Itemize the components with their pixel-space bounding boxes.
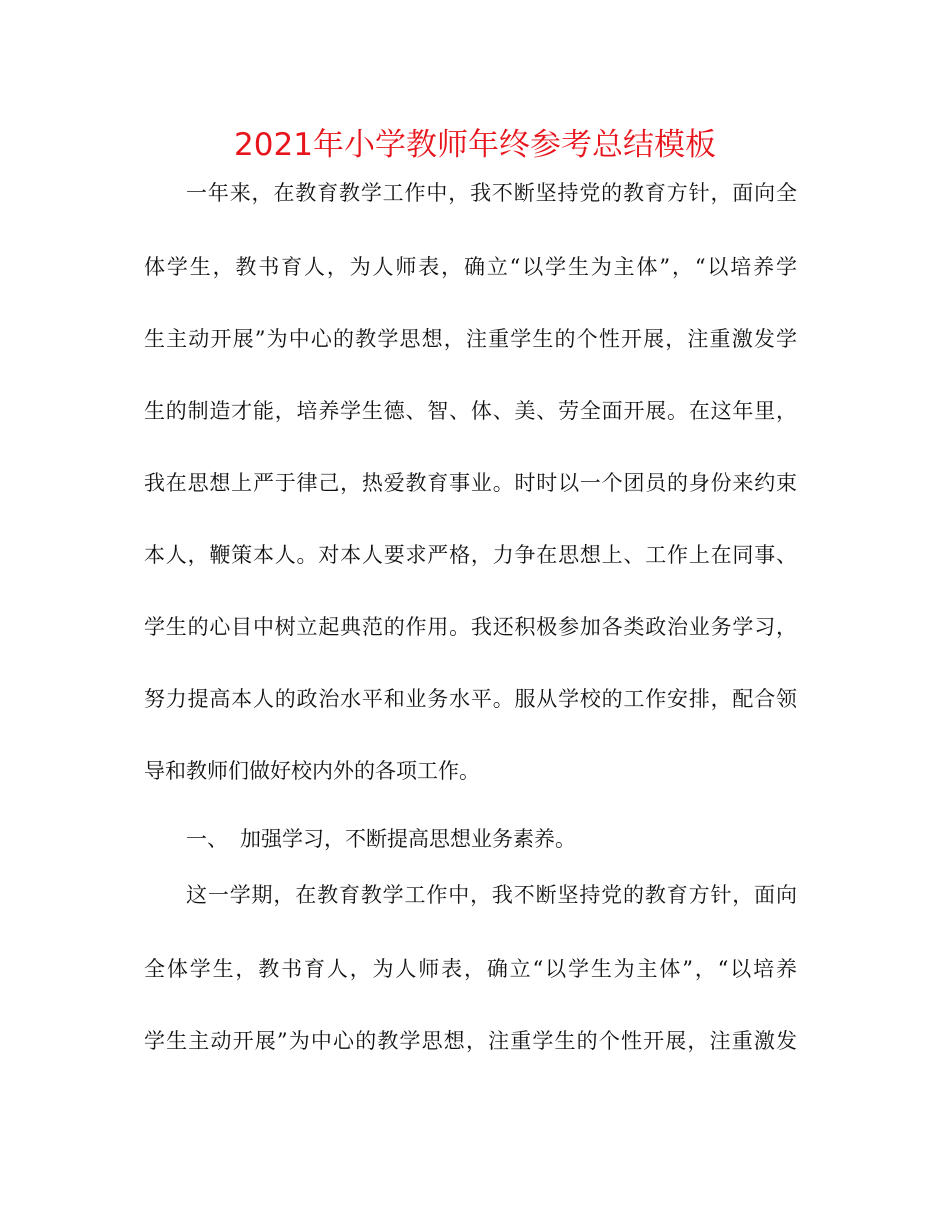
paragraph1-line-8: 努力提高本人的政治水平和业务水平。服从学校的工作安排，配合领 bbox=[144, 687, 797, 711]
paragraph1-line-2: 体学生，教书育人，为人师表，确立“以学生为主体”，“以培养学 bbox=[144, 255, 797, 279]
document-title: 2021年小学教师年终参考总结模板 bbox=[234, 127, 716, 163]
paragraph1-line-4: 生的制造才能，培养学生德、智、体、美、劳全面开展。在这年里， bbox=[144, 399, 797, 423]
paragraph1-line-5: 我在思想上严于律己，热爱教育事业。时时以一个团员的身份来约束 bbox=[144, 471, 797, 495]
paragraph1-line-7: 学生的心目中树立起典范的作用。我还积极参加各类政治业务学习， bbox=[144, 615, 797, 639]
paragraph1-line-1: 一年来，在教育教学工作中，我不断坚持党的教育方针，面向全 bbox=[186, 181, 797, 205]
paragraph1-line-6: 本人，鞭策本人。对本人要求严格，力争在思想上、工作上在同事、 bbox=[144, 543, 797, 567]
paragraph1-line-3: 生主动开展”为中心的教学思想，注重学生的个性开展，注重激发学 bbox=[144, 327, 797, 351]
paragraph2-line-1: 这一学期，在教育教学工作中，我不断坚持党的教育方针，面向 bbox=[186, 883, 797, 907]
section-heading-text: 加强学习，不断提高思想业务素养。 bbox=[240, 827, 576, 851]
section-number: 一、 bbox=[186, 827, 228, 851]
paragraph1-line-9: 导和教师们做好校内外的各项工作。 bbox=[144, 759, 480, 783]
section-heading bbox=[186, 824, 576, 854]
paragraph2-line-2: 全体学生，教书育人，为人师表，确立“以学生为主体”，“以培养 bbox=[144, 957, 797, 981]
paragraph2-line-3: 学生主动开展”为中心的教学思想，注重学生的个性开展，注重激发 bbox=[144, 1029, 797, 1053]
